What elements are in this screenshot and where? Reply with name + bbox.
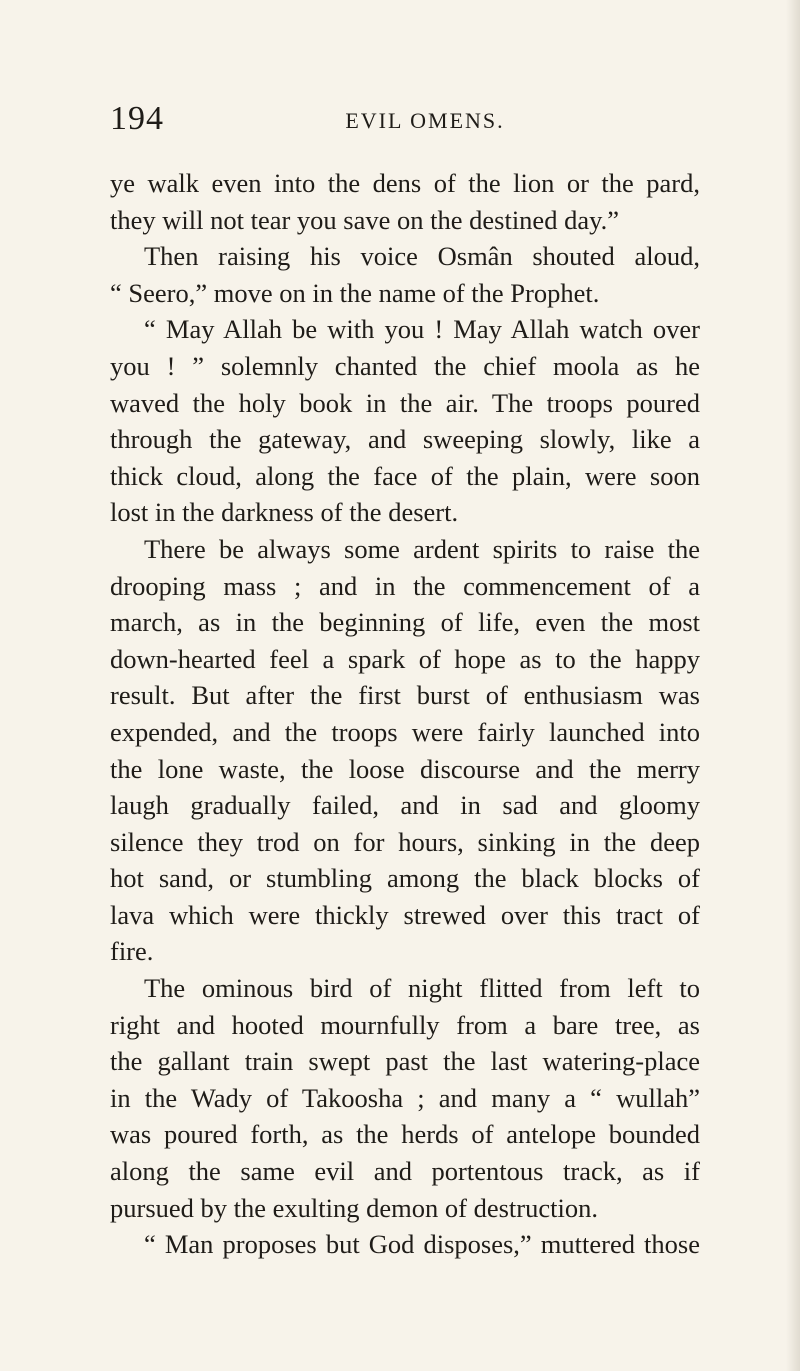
text-line: expended, and the troops were fairly launched into <box>110 716 700 747</box>
text-line: ye walk even into the dens of the lion or the pard, <box>110 168 700 198</box>
text-line: march, as in the beginning of life, even the most <box>110 607 700 638</box>
text-line: in the Wady of Takoosha ; and many a “ wullah” <box>110 1082 700 1113</box>
text-line: result. But after the first burst of enthusiasm was <box>110 680 700 711</box>
text-line: lava which were thickly strewed over this tract of <box>110 899 700 930</box>
text-line: through the gateway, and sweeping slowly, like a <box>110 424 700 455</box>
text-line: waved the holy book in the air. The troops poured <box>110 387 700 418</box>
text-line: “ May Allah be with you ! May Allah watch over <box>144 314 700 345</box>
text-line: they will not tear you save on the destined day.” <box>110 204 619 235</box>
text-line: The ominous bird of night flitted from left to <box>144 973 700 1004</box>
page-number: 194 <box>110 100 164 137</box>
text-line: drooping mass ; and in the commencement of a <box>110 570 700 601</box>
text-line: thick cloud, along the face of the plain, were soon <box>110 460 700 491</box>
text-line: fire. <box>110 936 154 967</box>
text-line: right and hooted mournfully from a bare tree, as <box>110 1009 700 1040</box>
body-text <box>110 165 700 1263</box>
running-head <box>110 100 700 136</box>
text-line: pursued by the exulting demon of destruction. <box>110 1192 598 1223</box>
text-line: hot sand, or stumbling among the black blocks of <box>110 863 700 894</box>
text-line: laugh gradually failed, and in sad and gloomy <box>110 790 700 821</box>
text-line: Then raising his voice Osmân shouted aloud, <box>144 241 700 272</box>
text-line: lost in the darkness of the desert. <box>110 497 459 528</box>
text-line: the gallant train swept past the last watering-place <box>110 1046 700 1077</box>
text-line: “ Man proposes but God disposes,” muttered those <box>144 1229 700 1260</box>
text-line: along the same evil and portentous track, as if <box>110 1156 700 1187</box>
text-line: silence they trod on for hours, sinking in the deep <box>110 826 700 857</box>
text-line: “ Seero,” move on in the name of the Prophet. <box>110 277 600 308</box>
chapter-title: EVIL OMENS. <box>345 108 505 133</box>
text-line: There be always some ardent spirits to raise the <box>144 533 700 564</box>
text-line: the lone waste, the loose discourse and the merry <box>110 753 700 784</box>
text-line: you ! ” solemnly chanted the chief moola as he <box>110 350 700 381</box>
page-edge-shadow <box>786 0 800 1371</box>
text-line: was poured forth, as the herds of antelope bounded <box>110 1119 700 1150</box>
text-line: down-hearted feel a spark of hope as to the happy <box>110 643 700 674</box>
